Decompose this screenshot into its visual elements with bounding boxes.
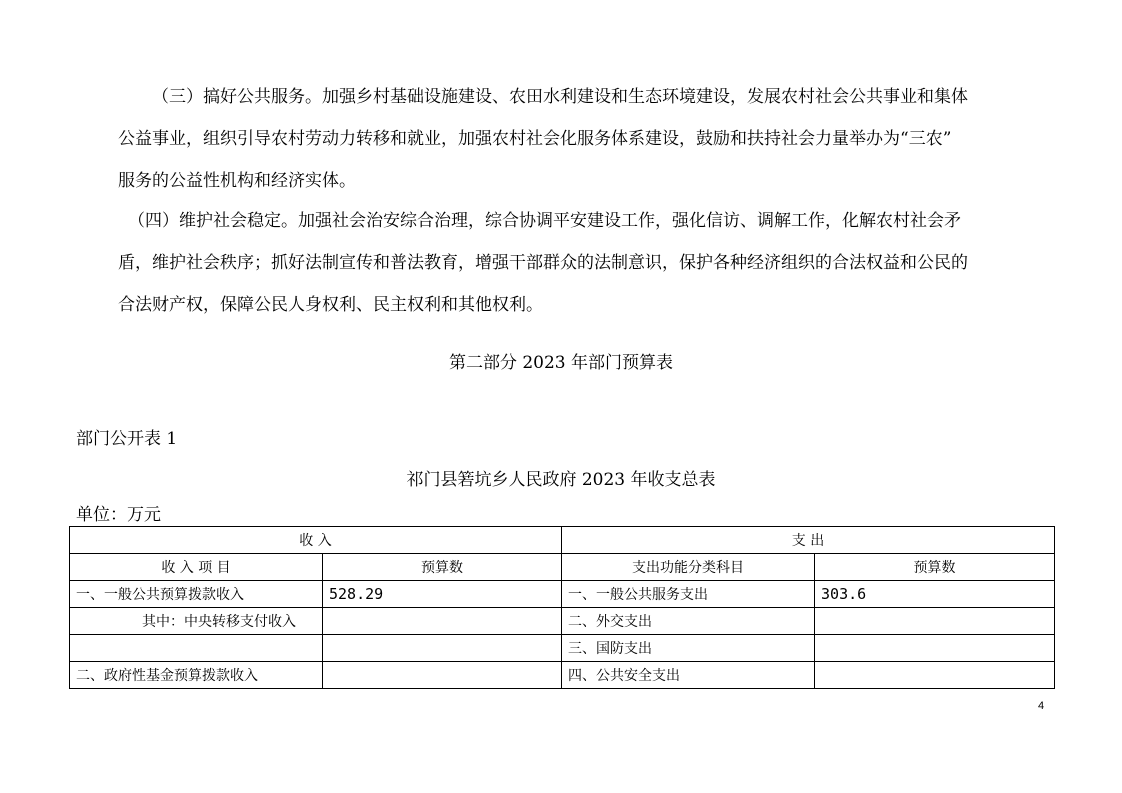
column-header: 预算数 bbox=[815, 554, 1055, 581]
column-header: 支出功能分类科目 bbox=[562, 554, 815, 581]
table-row bbox=[70, 608, 1055, 635]
paragraph-social-stability bbox=[118, 200, 1048, 326]
table-title: 祁门县箬坑乡人民政府 2023 年收支总表 bbox=[406, 470, 716, 490]
table-row bbox=[70, 581, 1055, 608]
expense-item-cell: 一、一般公共服务支出 bbox=[562, 581, 815, 608]
table-column-header-row bbox=[70, 554, 1055, 581]
income-item-cell: 一、一般公共预算拨款收入 bbox=[70, 581, 323, 608]
income-budget-cell: 528.29 bbox=[323, 581, 562, 608]
table-group-header-row bbox=[70, 527, 1055, 554]
income-budget-cell bbox=[323, 608, 562, 635]
column-header: 收 入 项 目 bbox=[70, 554, 323, 581]
page-number: 4 bbox=[1038, 700, 1045, 712]
income-item-cell: 其中：中央转移支付收入 bbox=[70, 608, 323, 635]
income-budget-cell bbox=[323, 635, 562, 662]
expense-budget-cell: 303.6 bbox=[815, 581, 1055, 608]
part-heading: 第二部分 2023 年部门预算表 bbox=[448, 353, 674, 373]
paragraph-line: （三）搞好公共服务。加强乡村基础设施建设、农田水利建设和生态环境建设，发展农村社会公共事业和集体 bbox=[152, 87, 968, 107]
paragraph-line: 公益事业，组织引导农村劳动力转移和就业，加强农村社会化服务体系建设，鼓励和扶持社会力量举办为“三农” bbox=[118, 129, 952, 149]
table-row bbox=[70, 662, 1055, 689]
paragraph-line: 盾，维护社会秩序；抓好法制宣传和普法教育，增强干部群众的法制意识，保护各种经济组织的合法权益和公民的 bbox=[118, 253, 968, 273]
expense-header: 支 出 bbox=[562, 527, 1055, 554]
expense-item-cell: 二、外交支出 bbox=[562, 608, 815, 635]
income-item-cell bbox=[70, 635, 323, 662]
income-header: 收 入 bbox=[70, 527, 562, 554]
expense-budget-cell bbox=[815, 635, 1055, 662]
expense-budget-cell bbox=[815, 662, 1055, 689]
paragraph-line: 合法财产权，保障公民人身权利、民主权利和其他权利。 bbox=[118, 295, 543, 315]
income-budget-cell bbox=[323, 662, 562, 689]
column-header: 预算数 bbox=[323, 554, 562, 581]
paragraph-line: 服务的公益性机构和经济实体。 bbox=[118, 171, 356, 191]
paragraph-public-services bbox=[118, 76, 1048, 202]
income-item-cell: 二、政府性基金预算拨款收入 bbox=[70, 662, 323, 689]
unit-label: 单位：万元 bbox=[76, 505, 161, 525]
expense-budget-cell bbox=[815, 608, 1055, 635]
table-row bbox=[70, 635, 1055, 662]
paragraph-line: （四）维护社会稳定。加强社会治安综合治理，综合协调平安建设工作，强化信访、调解工作，化解农村社会矛 bbox=[128, 211, 961, 231]
table-label: 部门公开表 1 bbox=[76, 429, 178, 449]
expense-item-cell: 四、公共安全支出 bbox=[562, 662, 815, 689]
expense-item-cell: 三、国防支出 bbox=[562, 635, 815, 662]
budget-summary-table bbox=[69, 526, 1055, 689]
